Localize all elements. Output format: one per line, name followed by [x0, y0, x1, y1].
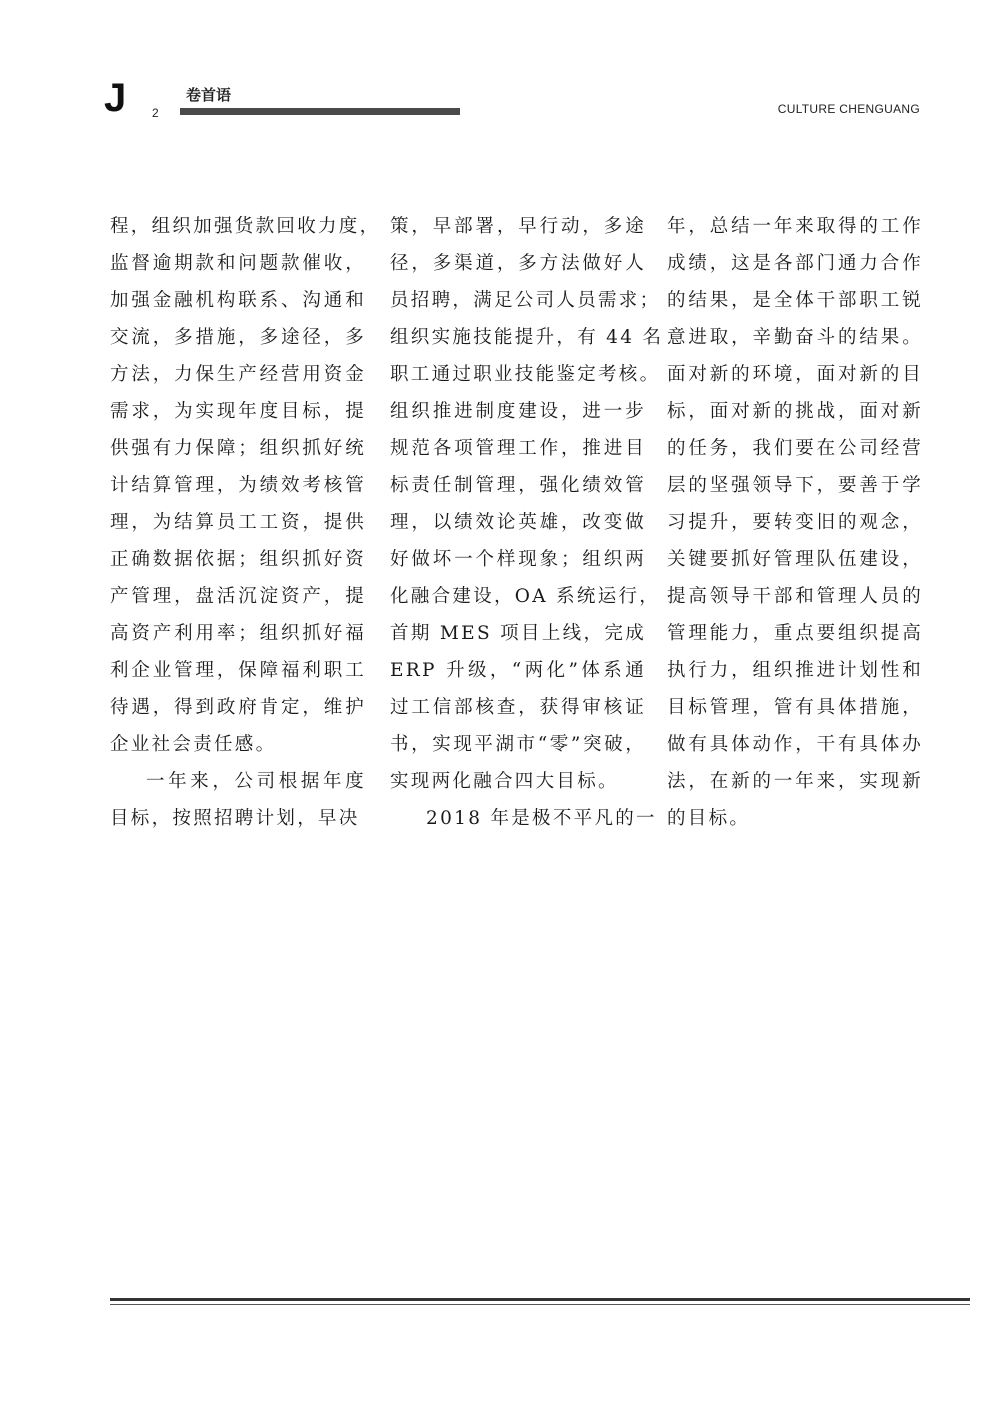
footer-rule-thin [110, 1304, 970, 1305]
text-line: 利企业管理，保障福利职工 [110, 660, 366, 681]
text-line: 目标，按照招聘计划，早决 [110, 808, 360, 829]
text-line: 交流，多措施，多途径，多 [110, 327, 366, 348]
text-column-3 [667, 208, 923, 837]
text-column-1 [110, 208, 381, 837]
page-number: 2 [152, 106, 159, 120]
text-column-2 [390, 208, 664, 837]
text-line: 年，总结一年来取得的工作 [667, 216, 923, 237]
text-line: 成绩，这是各部门通力合作 [667, 253, 923, 274]
section-title: 卷首语 [186, 86, 232, 104]
text-line: 标，面对新的挑战，面对新 [667, 401, 923, 422]
text-line: 理，以绩效论英雄，改变做 [390, 512, 646, 533]
text-line: 的结果，是全体干部职工锐 [667, 290, 923, 311]
text-line: 规范各项管理工作，推进目 [390, 438, 646, 459]
text-line: 程，组织加强货款回收力度， [110, 216, 381, 237]
text-line: 组织推进制度建设，进一步 [390, 401, 646, 422]
text-line: 策，早部署，早行动，多途 [390, 216, 646, 237]
text-line: 执行力，组织推进计划性和 [667, 660, 923, 681]
text-line: 计结算管理，为绩效考核管 [110, 475, 366, 496]
text-line: 关键要抓好管理队伍建设， [667, 549, 923, 570]
text-line: 高资产利用率；组织抓好福 [110, 623, 366, 644]
text-line: 监督逾期款和问题款催收， [110, 253, 366, 274]
text-line: 层的坚强领导下，要善于学 [667, 475, 923, 496]
text-line: 化融合建设，OA 系统运行， [390, 586, 661, 607]
text-line: 企业社会责任感。 [110, 734, 277, 755]
text-line: 面对新的环境，面对新的目 [667, 364, 923, 385]
text-line: 好做坏一个样现象；组织两 [390, 549, 646, 570]
section-letter: J [104, 76, 127, 120]
text-line: 正确数据依据；组织抓好资 [110, 549, 366, 570]
magazine-name: CULTURE CHENGUANG [777, 102, 920, 116]
text-line: 2018 年是极不平凡的一 [426, 808, 657, 829]
text-line: 法，在新的一年来，实现新 [667, 771, 923, 792]
text-line: 径，多渠道，多方法做好人 [390, 253, 646, 274]
text-line: 员招聘，满足公司人员需求； [390, 290, 661, 311]
text-line: 待遇，得到政府肯定，维护 [110, 697, 366, 718]
page-header [0, 0, 1000, 140]
text-line: 标责任制管理，强化绩效管 [390, 475, 646, 496]
text-line: 组织实施技能提升，有 44 名 [390, 327, 664, 348]
text-line: ERP 升级，“两化”体系通 [390, 660, 646, 681]
footer-rule [110, 1298, 970, 1301]
text-line: 做有具体动作，干有具体办 [667, 734, 923, 755]
text-line: 的目标。 [667, 808, 751, 829]
text-line: 实现两化融合四大目标。 [390, 771, 619, 792]
text-line: 习提升，要转变旧的观念， [667, 512, 923, 533]
text-line: 方法，力保生产经营用资金 [110, 364, 366, 385]
text-line: 目标管理，管有具体措施， [667, 697, 923, 718]
text-line: 一年来，公司根据年度 [146, 771, 366, 792]
text-line: 加强金融机构联系、沟通和 [110, 290, 366, 311]
text-line: 过工信部核查，获得审核证 [390, 697, 646, 718]
text-line: 职工通过职业技能鉴定考核。 [390, 364, 661, 385]
text-line: 管理能力，重点要组织提高 [667, 623, 923, 644]
text-line: 供强有力保障；组织抓好统 [110, 438, 366, 459]
text-line: 提高领导干部和管理人员的 [667, 586, 923, 607]
header-rule [180, 108, 460, 115]
text-line: 意进取，辛勤奋斗的结果。 [667, 327, 923, 348]
text-line: 的任务，我们要在公司经营 [667, 438, 923, 459]
text-line: 需求，为实现年度目标，提 [110, 401, 366, 422]
text-line: 书，实现平湖市“零”突破， [390, 734, 646, 755]
text-line: 理，为结算员工工资，提供 [110, 512, 366, 533]
text-line: 产管理，盘活沉淀资产，提 [110, 586, 366, 607]
text-line: 首期 MES 项目上线，完成 [390, 623, 646, 644]
